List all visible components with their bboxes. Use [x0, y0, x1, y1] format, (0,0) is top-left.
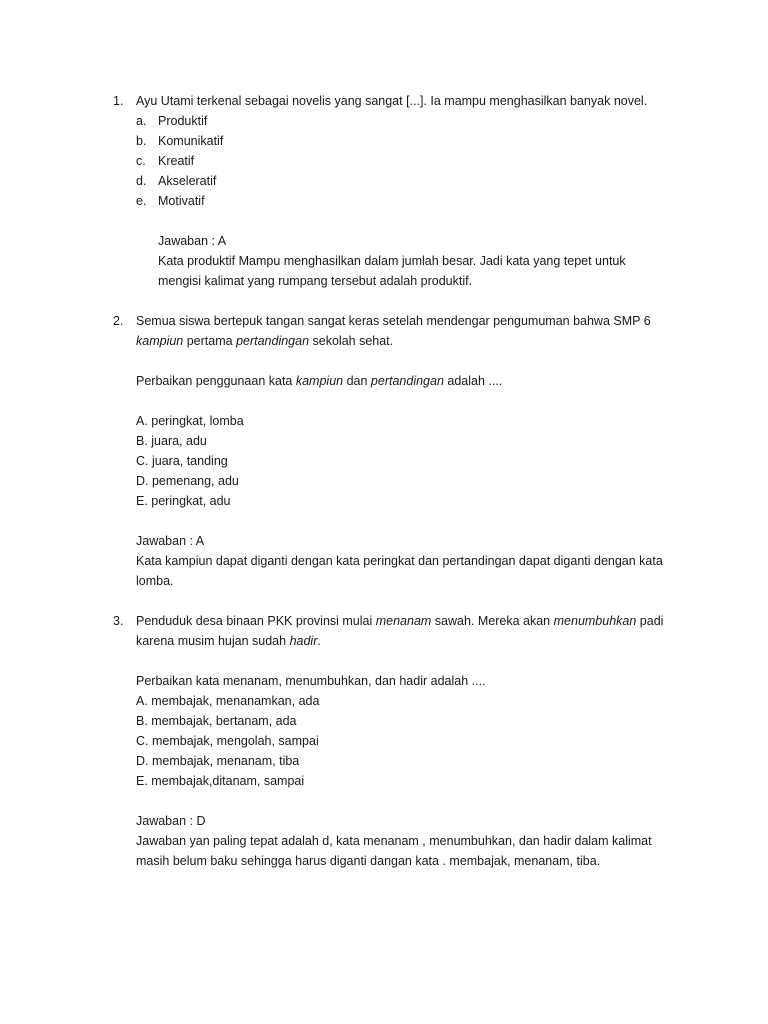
q2-prompt-text-2: dan [343, 374, 371, 388]
q2-question-line-2 [136, 331, 393, 351]
q3-explanation-line-1: Jawaban yan paling tepat adalah d, kata menanam , menumbuhkan, dan hadir dalam kalimat [136, 834, 652, 848]
q3-line1-text-3: padi [636, 614, 664, 628]
q3-question-line-1 [136, 611, 663, 631]
q2-explanation-line-1: Kata kampiun dapat diganti dengan kata peringkat dan pertandingan dapat diganti dengan kata [136, 554, 663, 568]
q2-prompt-text-1: Perbaikan penggunaan kata [136, 374, 296, 388]
q2-option-b: B. juara, adu [136, 434, 207, 448]
q3-option-d: D. membajak, menanam, tiba [136, 754, 300, 768]
q3-word-menanam: menanam [375, 614, 432, 628]
q2-line2-text-2: sekolah sehat. [309, 334, 394, 348]
q2-answer: Jawaban : A [136, 534, 205, 548]
q1-option-letter-b: b. [136, 134, 147, 148]
q3-option-b: B. membajak, bertanam, ada [136, 714, 297, 728]
q2-word-kampiun: kampiun [136, 334, 184, 348]
q3-option-e: E. membajak,ditanam, sampai [136, 774, 305, 788]
q1-option-letter-e: e. [136, 194, 147, 208]
q3-question-line-2 [136, 631, 321, 651]
q2-prompt-word-pertandingan: pertandingan [370, 374, 444, 388]
q1-option-letter-d: d. [136, 174, 147, 188]
q1-explanation-line-1: Kata produktif Mampu menghasilkan dalam jumlah besar. Jadi kata yang tepet untuk [158, 254, 626, 268]
q2-option-d: D. pemenang, adu [136, 474, 239, 488]
q2-question-line-1: Semua siswa bertepuk tangan sangat keras setelah mendengar pengumuman bahwa SMP 6 [136, 314, 651, 328]
q2-prompt-word-kampiun: kampiun [295, 374, 344, 388]
q1-option-e: Motivatif [158, 194, 205, 208]
q3-option-a: A. membajak, menanamkan, ada [136, 694, 320, 708]
q3-explanation-line-2: masih belum baku sehingga harus diganti dangan kata . membajak, menanam, tiba. [136, 854, 601, 868]
q1-number: 1. [113, 94, 124, 108]
q3-prompt: Perbaikan kata menanam, menumbuhkan, dan hadir adalah .... [136, 674, 486, 688]
q1-option-d: Akseleratif [158, 174, 217, 188]
q1-option-b: Komunikatif [158, 134, 224, 148]
q2-option-a: A. peringkat, lomba [136, 414, 244, 428]
q1-answer: Jawaban : A [158, 234, 227, 248]
q3-word-hadir: hadir [289, 634, 318, 648]
q2-prompt-text-3: adalah .... [443, 374, 503, 388]
q1-option-a: Produktif [158, 114, 208, 128]
q3-word-menumbuhkan: menumbuhkan [553, 614, 637, 628]
q2-prompt [136, 371, 502, 391]
q1-option-letter-c: c. [136, 154, 146, 168]
q2-line2-text-1: pertama [183, 334, 237, 348]
q3-answer: Jawaban : D [136, 814, 206, 828]
q1-question: Ayu Utami terkenal sebagai novelis yang sangat [...]. Ia mampu menghasilkan banyak novel. [136, 94, 648, 108]
q2-explanation-line-2: lomba. [136, 574, 174, 588]
q3-line2-text-2: . [317, 634, 321, 648]
q2-word-pertandingan: pertandingan [236, 334, 310, 348]
q2-option-c: C. juara, tanding [136, 454, 228, 468]
q1-explanation-line-2: mengisi kalimat yang rumpang tersebut adalah produktif. [158, 274, 473, 288]
q1-option-c: Kreatif [158, 154, 195, 168]
q3-line2-text-1: karena musim hujan sudah [136, 634, 290, 648]
q1-option-letter-a: a. [136, 114, 147, 128]
q2-number: 2. [113, 314, 124, 328]
q3-line1-text-2: sawah. Mereka akan [431, 614, 554, 628]
q3-option-c: C. membajak, mengolah, sampai [136, 734, 319, 748]
q3-number: 3. [113, 614, 124, 628]
q3-line1-text-1: Penduduk desa binaan PKK provinsi mulai [136, 614, 376, 628]
q2-option-e: E. peringkat, adu [136, 494, 231, 508]
